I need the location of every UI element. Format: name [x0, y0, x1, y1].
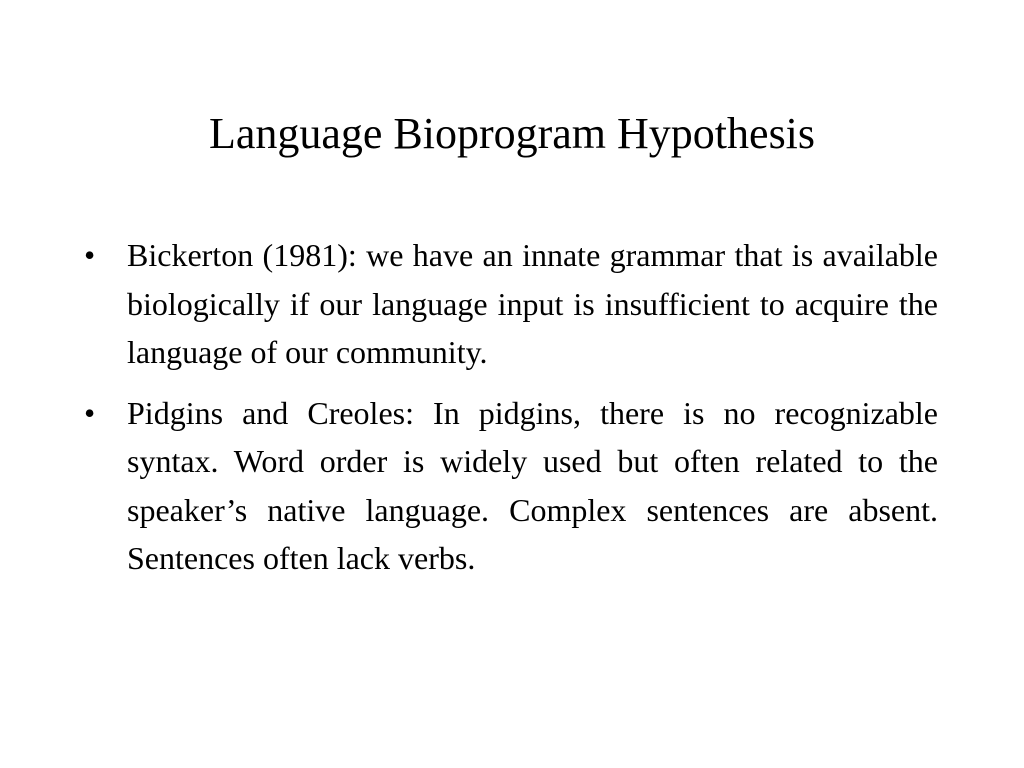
bullet-text: Bickerton (1981): we have an innate grammar that is available biologically if our language input is insufficient to acquire the language of our community.: [127, 237, 938, 370]
bullet-item-bickerton: [82, 231, 938, 377]
bullet-list: [82, 231, 938, 595]
slide-title: Language Bioprogram Hypothesis: [208, 109, 816, 158]
bullet-text: Pidgins and Creoles: In pidgins, there is no recognizable syntax. Word order is widely used but often related to the speaker’s native language. Complex sentences are absent. Sentences often lack verbs.: [127, 394, 938, 576]
bullet-marker: •: [84, 394, 96, 431]
bullet-marker: •: [84, 237, 96, 273]
bullet-item-pidgins-creoles: [82, 389, 938, 583]
